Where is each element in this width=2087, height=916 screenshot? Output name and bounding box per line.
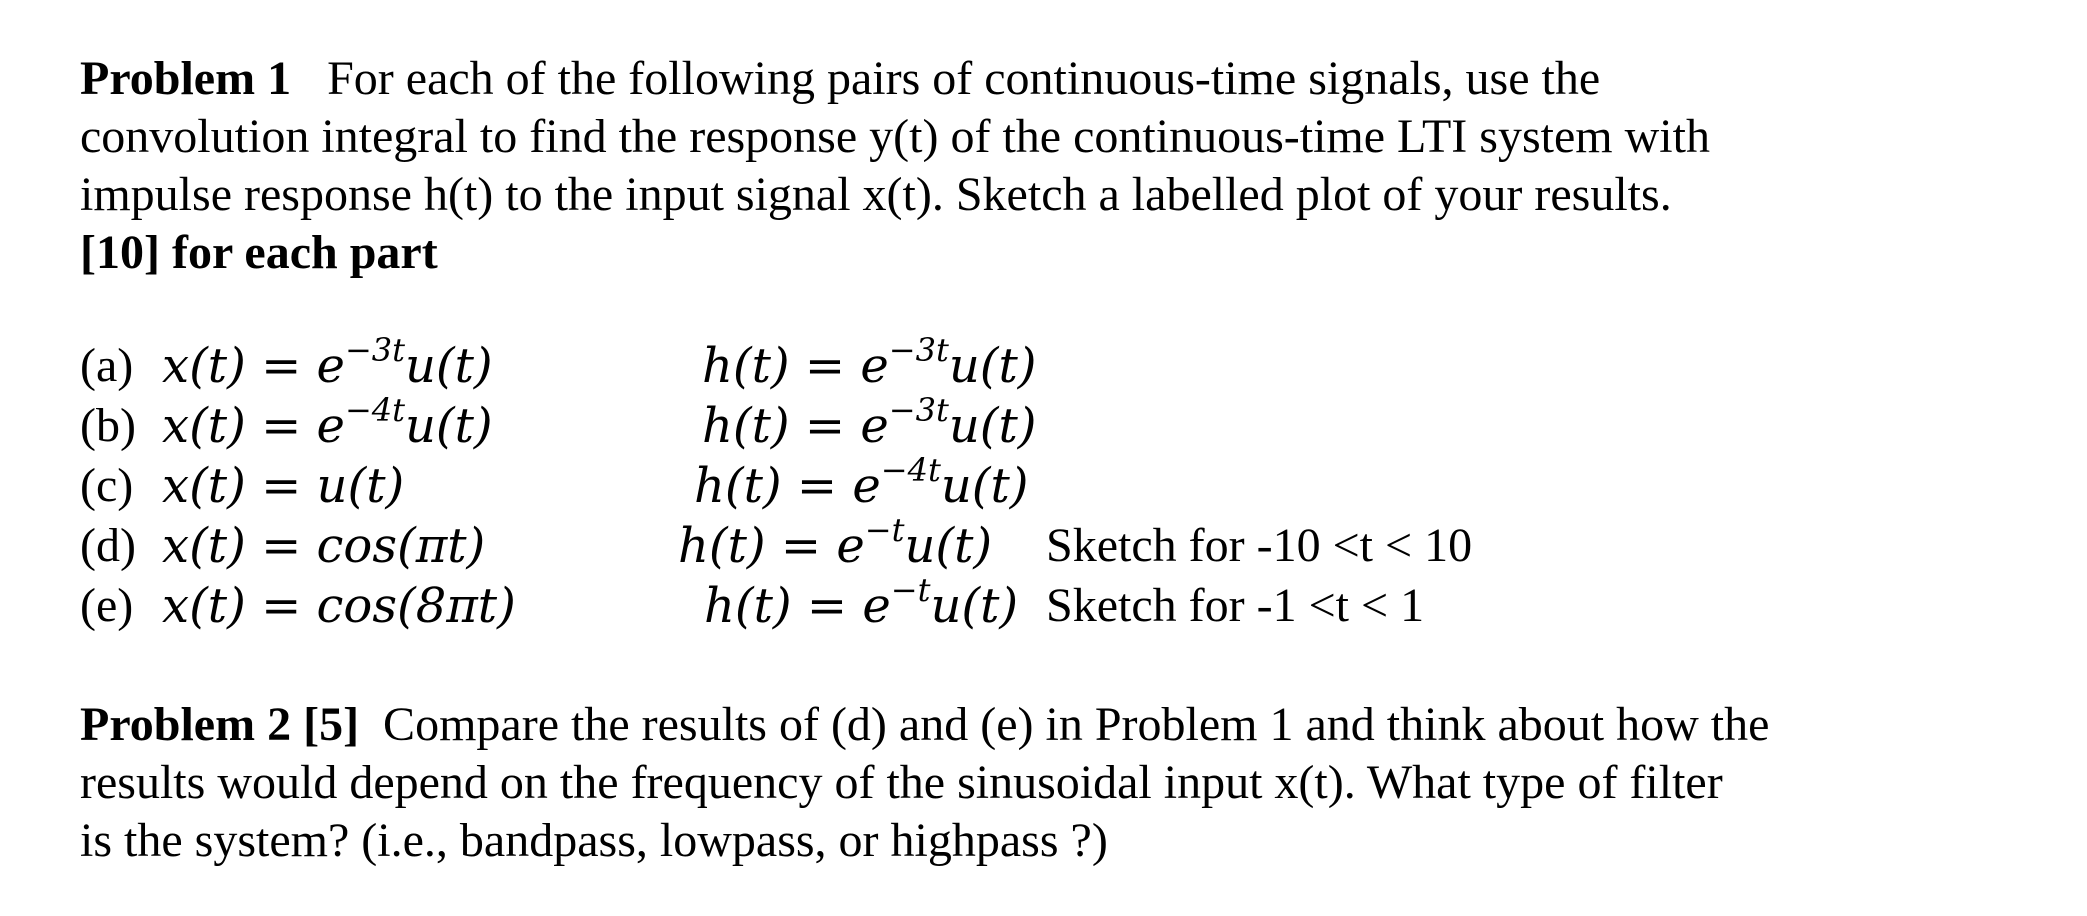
- part-b-h-base: h(t) = e: [702, 398, 889, 454]
- problem-1-statement: [80, 50, 1710, 282]
- part-d-h-exponent: −t: [864, 511, 905, 549]
- part-c-h-tail: u(t): [940, 458, 1029, 514]
- part-e-label: (e): [80, 579, 134, 632]
- part-a-h-tail: u(t): [948, 338, 1037, 394]
- problem-1-line-1: [80, 50, 1710, 108]
- part-a-label: (a): [80, 339, 134, 392]
- problem-2-line-3: is the system? (i.e., bandpass, lowpass, or highpass ?): [80, 814, 1108, 867]
- part-e-sketch-note: Sketch for -1 <t < 1: [1046, 579, 1425, 632]
- part-b-label: (b): [80, 399, 136, 452]
- part-d-x-base: x(t) = cos(πt): [162, 518, 486, 574]
- part-a-x-signal: [162, 331, 493, 394]
- part-b-h-signal: [702, 391, 1037, 454]
- problem-2-line-2: results would depend on the frequency of the sinusoidal input x(t). What type of filter: [80, 756, 1723, 809]
- part-b-x-signal: [162, 391, 493, 454]
- problem-1-points-text: [10] for each part: [80, 226, 438, 279]
- part-c-h-base: h(t) = e: [694, 458, 881, 514]
- part-e-h-signal: [704, 571, 1019, 634]
- part-c-label: (c): [80, 459, 134, 512]
- problem-1-text-1: For each of the following pairs of continuous-time signals, use the: [327, 52, 1601, 105]
- part-e-h-exponent: −t: [890, 571, 931, 609]
- part-b-h-tail: u(t): [948, 398, 1037, 454]
- part-d-h-tail: u(t): [904, 518, 993, 574]
- part-a-h-base: h(t) = e: [702, 338, 889, 394]
- part-e-x-base: x(t) = cos(8πt): [162, 578, 516, 634]
- part-c-x-signal: [162, 458, 404, 514]
- part-c-x-base: x(t) = u(t): [162, 458, 405, 514]
- part-a-x-base: x(t) = e: [162, 338, 345, 394]
- problem-2-line-1: [80, 696, 1769, 754]
- part-e-h-base: h(t) = e: [704, 578, 891, 634]
- part-a-h-exponent: −3t: [888, 331, 949, 369]
- problem-1-points: [80, 224, 1710, 282]
- part-a-x-tail: u(t): [404, 338, 493, 394]
- part-d-label: (d): [80, 519, 136, 572]
- part-d-sketch-note: Sketch for -10 <t < 10: [1046, 519, 1473, 572]
- problem-1-heading: Problem 1: [80, 52, 292, 105]
- part-d-x-signal: [162, 518, 485, 574]
- part-c-h-signal: [694, 451, 1029, 514]
- part-d-h-base: h(t) = e: [678, 518, 865, 574]
- part-b-x-tail: u(t): [404, 398, 493, 454]
- part-a-x-exponent: −3t: [344, 331, 405, 369]
- problem-2-heading: Problem 2 [5]: [80, 698, 360, 751]
- problem-1-line-2: convolution integral to find the response y(t) of the continuous-time LTI system with: [80, 110, 1710, 163]
- part-a-h-signal: [702, 331, 1037, 394]
- part-e-h-tail: u(t): [930, 578, 1019, 634]
- part-b-x-base: x(t) = e: [162, 398, 345, 454]
- part-b-h-exponent: −3t: [888, 391, 949, 429]
- part-d-h-signal: [678, 511, 993, 574]
- problem-2-statement: [80, 696, 1769, 870]
- problem-1-line-3: impulse response h(t) to the input signal x(t). Sketch a labelled plot of your results.: [80, 168, 1672, 221]
- part-e-x-signal: [162, 578, 516, 634]
- problem-2-text-1: Compare the results of (d) and (e) in Problem 1 and think about how the: [383, 698, 1770, 751]
- part-c-h-exponent: −4t: [880, 451, 941, 489]
- part-b-x-exponent: −4t: [344, 391, 405, 429]
